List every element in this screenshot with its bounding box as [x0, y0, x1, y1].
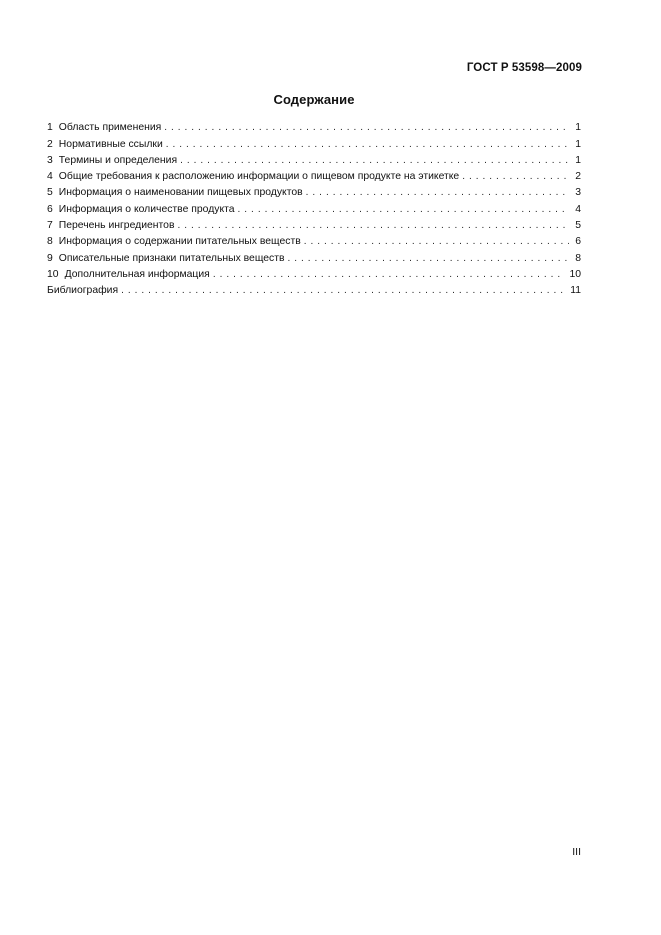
- toc-entry-label: [47, 268, 213, 282]
- toc-entry-number: 4: [47, 171, 53, 183]
- toc-entry-number: 8: [47, 236, 53, 248]
- toc-entry-bibliography[interactable]: [47, 282, 581, 298]
- toc-entry-page: 1: [575, 122, 581, 134]
- toc-entry-number: 6: [47, 203, 53, 215]
- document-code: ГОСТ Р 53598—2009: [466, 62, 582, 74]
- toc-leader-dots: [288, 252, 569, 266]
- toc-leader-dots: [238, 203, 569, 217]
- toc-entry[interactable]: [47, 168, 581, 184]
- page-number: III: [572, 846, 581, 858]
- toc-entry-text: Дополнительная информация: [64, 268, 210, 280]
- toc-entry-text: Термины и определения: [58, 154, 178, 166]
- toc-entry-text: Информация о наименовании пищевых продуктов: [58, 187, 303, 199]
- toc-entry-label: [47, 121, 164, 135]
- toc-entry[interactable]: [47, 266, 581, 282]
- toc-entry-label: [47, 203, 238, 217]
- toc-leader-dots: [213, 268, 566, 282]
- toc-entry-page: 8: [575, 252, 581, 264]
- toc-entry-page: 2: [575, 171, 581, 183]
- toc-entry[interactable]: [47, 184, 581, 200]
- toc-leader-dots: [306, 186, 569, 200]
- toc-leader-dots: [180, 154, 569, 168]
- toc-entry-label: [47, 186, 306, 200]
- toc-entry-label: [47, 235, 304, 249]
- toc-entry-text: Библиография: [47, 285, 119, 297]
- toc-entry-page: 11: [570, 285, 581, 297]
- toc-entry-page: 1: [575, 154, 581, 166]
- toc-entry-number: 10: [47, 268, 59, 280]
- toc-entry[interactable]: [47, 217, 581, 233]
- toc-entry-number: 5: [47, 187, 53, 199]
- toc-entry-label: [47, 138, 166, 152]
- toc-entry-number: 3: [47, 154, 53, 166]
- toc-entry[interactable]: [47, 200, 581, 216]
- toc-entry[interactable]: [47, 233, 581, 249]
- toc-entry[interactable]: [47, 152, 581, 168]
- toc-entry-text: Нормативные ссылки: [58, 138, 163, 150]
- toc-entry-number: 9: [47, 252, 53, 264]
- toc-entry[interactable]: [47, 119, 581, 135]
- toc-entry-text: Область применения: [58, 122, 162, 134]
- toc-entry-text: Перечень ингредиентов: [58, 220, 175, 232]
- toc-entry-page: 3: [575, 187, 581, 199]
- toc-entry-page: 10: [569, 268, 581, 280]
- toc-entry[interactable]: [47, 135, 581, 151]
- toc-entry-label: [47, 252, 288, 266]
- toc-entry-text: Информация о количестве продукта: [58, 203, 235, 215]
- toc-leader-dots: [121, 284, 566, 298]
- toc-title: Содержание: [273, 92, 355, 107]
- toc-entry-page: 4: [575, 203, 581, 215]
- toc-entry-page: 6: [575, 236, 581, 248]
- toc-leader-dots: [462, 170, 569, 184]
- toc-leader-dots: [164, 121, 569, 135]
- toc-entry-text: Общие требования к расположению информации о пищевом продукте на этикетке: [58, 171, 460, 183]
- toc-entry-number: 2: [47, 138, 53, 150]
- toc-entry-page: 5: [575, 220, 581, 232]
- toc-entry-page: 1: [575, 138, 581, 150]
- toc-entry-number: 7: [47, 220, 53, 232]
- toc-leader-dots: [304, 235, 569, 249]
- table-of-contents: [47, 119, 581, 298]
- toc-entry-label: [47, 154, 180, 168]
- toc-entry-label: [47, 284, 121, 298]
- toc-entry[interactable]: [47, 249, 581, 265]
- toc-entry-number: 1: [47, 122, 53, 134]
- toc-entry-text: Описательные признаки питательных веществ: [58, 252, 285, 264]
- toc-leader-dots: [177, 219, 569, 233]
- toc-entry-label: [47, 170, 462, 184]
- toc-entry-text: Информация о содержании питательных веществ: [58, 236, 301, 248]
- toc-leader-dots: [166, 138, 569, 152]
- toc-entry-label: [47, 219, 177, 233]
